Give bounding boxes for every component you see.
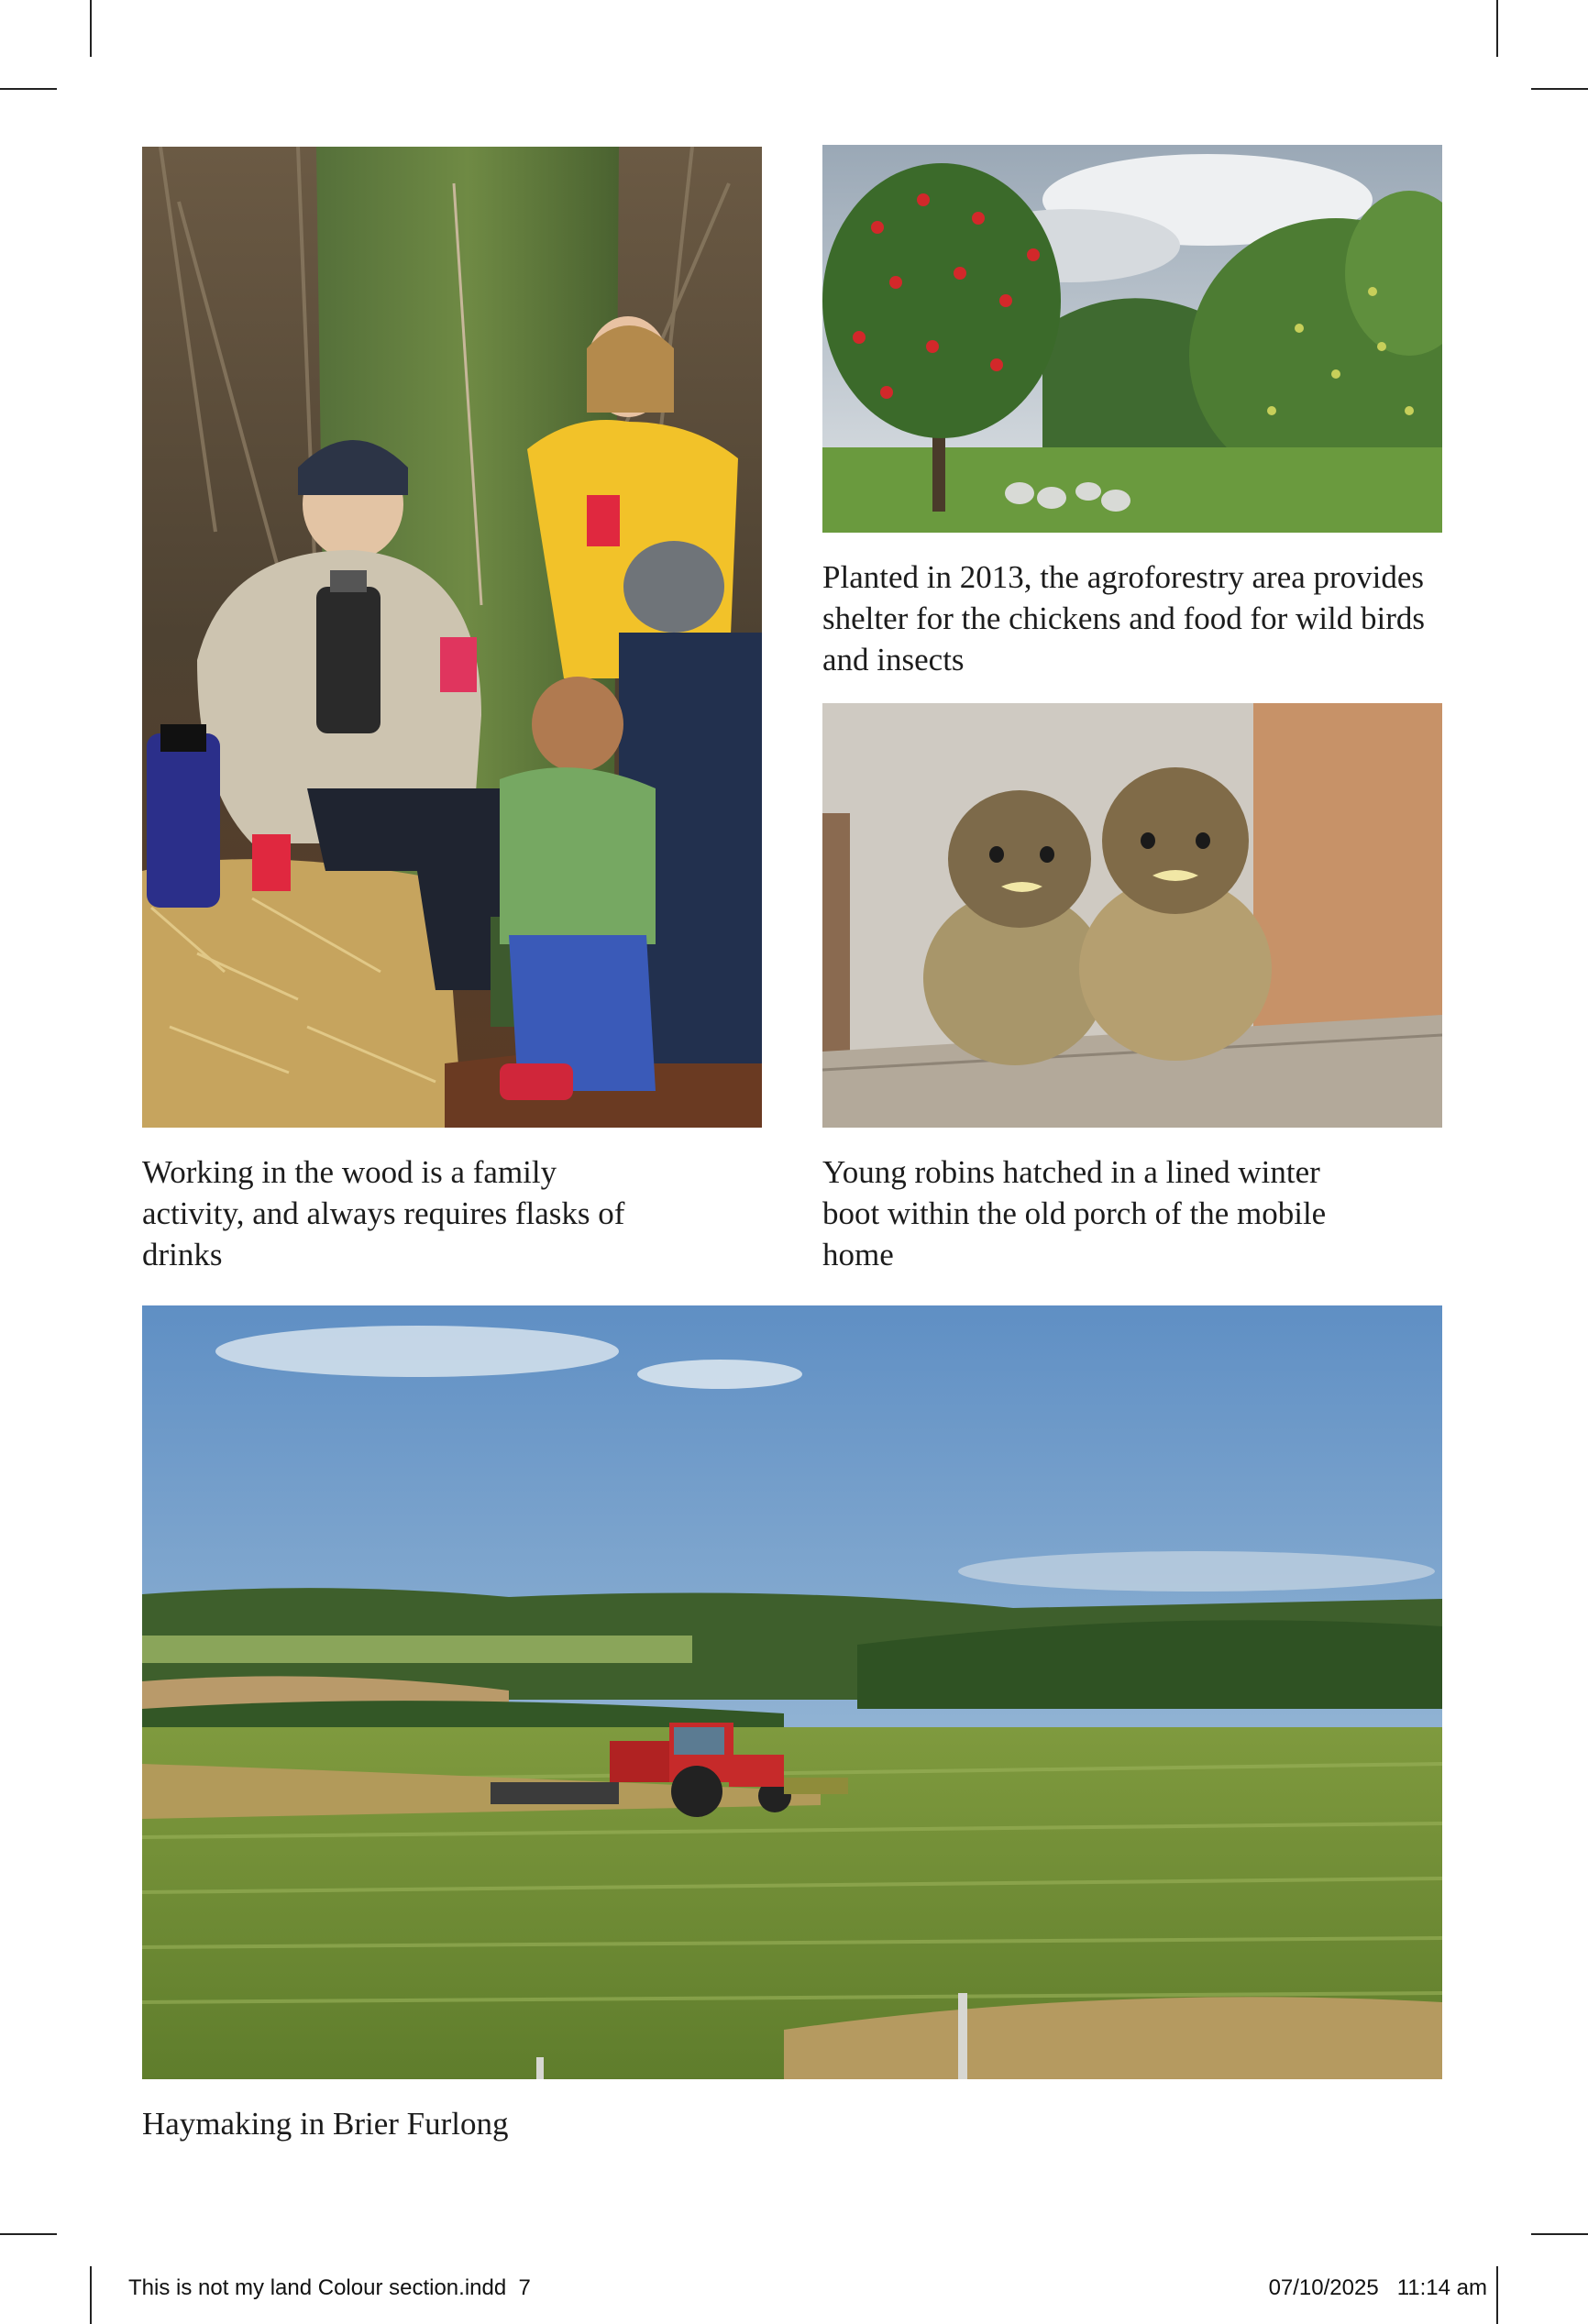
crop-mark-bottom-right-v	[1496, 2266, 1498, 2324]
crop-mark-bottom-left-v	[90, 2266, 92, 2324]
caption-family-wood: Working in the wood is a family activity, and always requires flasks of drinks	[142, 1154, 625, 1272]
crop-mark-top-left-v	[90, 0, 92, 57]
slug-date: 07/10/2025	[1268, 2275, 1379, 2300]
caption-robins: Young robins hatched in a lined winter boot within the old porch of the mobile home	[822, 1154, 1327, 1272]
crop-mark-top-left-h	[0, 88, 57, 90]
crop-mark-top-right-v	[1496, 0, 1498, 57]
photo-haymaking	[142, 1305, 1442, 2079]
photo-young-robins	[822, 703, 1442, 1128]
crop-mark-bottom-left-h	[0, 2233, 57, 2235]
photo-agroforestry-area	[822, 145, 1442, 533]
caption-agroforestry: Planted in 2013, the agroforestry area provides shelter for the chickens and food for wild birds and insects	[822, 559, 1426, 677]
caption-haymaking: Haymaking in Brier Furlong	[142, 2106, 509, 2142]
slug-file: This is not my land Colour section.indd	[128, 2275, 507, 2300]
slug-page-number: 7	[518, 2275, 531, 2300]
crop-mark-top-right-h	[1531, 88, 1588, 90]
photo-family-in-wood	[142, 147, 762, 1128]
slug-time: 11:14 am	[1396, 2275, 1487, 2300]
slug-timestamp	[1269, 2275, 1487, 2301]
crop-mark-bottom-right-h	[1531, 2233, 1588, 2235]
slug-file-name	[128, 2275, 531, 2301]
